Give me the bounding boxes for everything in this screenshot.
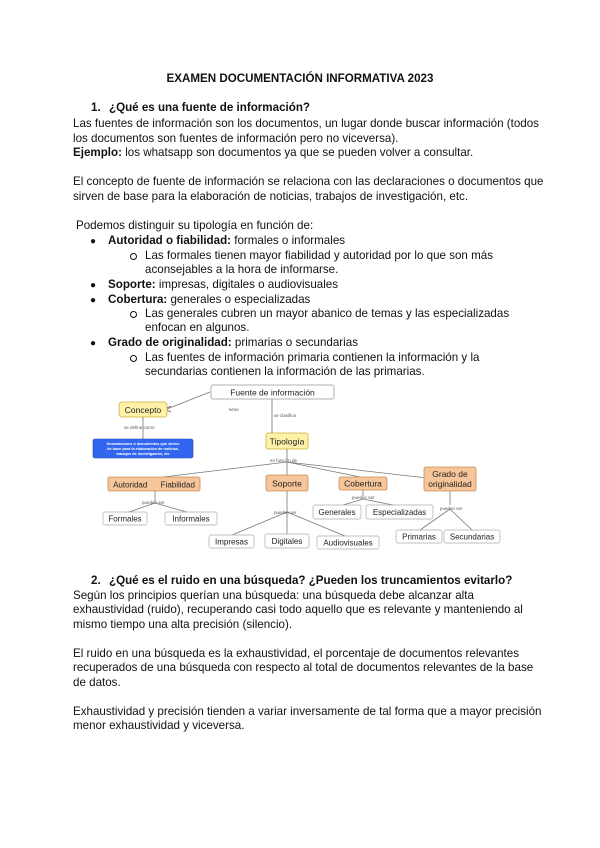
link-label-en-funcion: en función de	[270, 458, 298, 463]
node-autoridad-label: Autoridad Fiabilidad	[113, 480, 195, 490]
sub-bullet-line: aconsejables a la hora de informarse.	[145, 263, 339, 276]
q2-heading: ¿Qué es el ruido en una búsqueda? ¿Pueden los truncamientos evitarlo?	[109, 574, 513, 587]
q2-paragraph-line: Exhaustividad y precisión tienden a variar inversamente de tal forma que a mayor precisión	[73, 705, 542, 718]
node-soporte-label: Soporte	[272, 478, 302, 489]
node-definicion-line: de base para la elaboración de noticias,	[107, 447, 179, 451]
sub-bullet-line: Las generales cubren un mayor abanico de temas y las especializadas	[145, 307, 510, 320]
line-to-impresas	[232, 512, 287, 535]
q2-paragraph-line: exhaustividad (ruido), recuperando casi todo aquello que es relevante y manteniendo al	[73, 603, 523, 616]
sub-bullet-line: Las formales tienen mayor fiabilidad y autoridad por lo que son más	[145, 249, 494, 262]
bullet-dot: ●	[90, 295, 97, 306]
bullet-text: impresas, digitales o audiovisuales	[155, 278, 339, 291]
node-audiovisuales: Audiovisuales	[323, 538, 373, 548]
node-informales: Informales	[172, 514, 210, 524]
bullet-text: generales o especializadas	[167, 293, 311, 306]
bullet-dot: ●	[90, 338, 97, 349]
example-label: Ejemplo:	[73, 146, 122, 159]
q2-paragraph-line: mismo tiempo una alta precisión (silencio).	[73, 618, 293, 631]
node-tipologia-label: Tipología	[269, 436, 305, 447]
node-especializadas: Especializadas	[372, 508, 427, 517]
q1-paragraph-line: Las fuentes de información son los documentos, un lugar donde buscar información (todos	[73, 117, 539, 130]
bullet-dot: ●	[90, 236, 97, 247]
link-label-pueden-ser: pueden ser	[274, 510, 297, 515]
node-concepto-label: Concepto	[124, 405, 162, 415]
typology-intro: Podemos distinguir su tipología en función de:	[76, 219, 314, 232]
q1-paragraph-line: sirven de base para la elaboración de noticias, trabajos de investigación, etc.	[73, 190, 469, 203]
line-to-secundarias	[450, 509, 472, 530]
node-impresas: Impresas	[215, 537, 248, 547]
q2-paragraph-line: de datos.	[73, 676, 121, 689]
node-grado-line: Grado de	[432, 469, 468, 479]
bullet-label: Grado de originalidad:	[108, 336, 232, 349]
node-formales: Formales	[108, 514, 142, 524]
link-label-pueden-ser: pueden ser	[142, 500, 165, 505]
node-definicion-line: trabajos de investigación, etc	[116, 452, 170, 456]
node-primarias: Primarias	[402, 532, 436, 542]
document-title: EXAMEN DOCUMENTACIÓN INFORMATIVA 2023	[166, 72, 434, 85]
bullet-label: Cobertura:	[108, 293, 168, 306]
node-digitales: Digitales	[271, 537, 303, 546]
link-label-se-define: se define como	[124, 425, 155, 430]
bullet-text: formales o informales	[231, 234, 346, 247]
line-root-concepto	[167, 392, 210, 409]
node-root-label: Fuente de información	[230, 387, 315, 398]
example-text: los whatsapp son documentos ya que se pueden volver a consultar.	[121, 146, 474, 159]
q2-paragraph-line: menor exhaustividad y viceversa.	[73, 719, 245, 732]
q2-number: 2.	[91, 574, 101, 587]
sub-bullet-line: secundarias contienen la información de las primarias.	[145, 365, 425, 378]
node-generales: Generales	[318, 508, 356, 517]
sub-bullet-line: enfocan en algunos.	[145, 321, 250, 334]
q1-number: 1.	[91, 101, 101, 114]
bullet-text: primarias o secundarias	[231, 336, 358, 349]
bullet-label: Autoridad o fiabilidad:	[108, 234, 232, 247]
q2-paragraph-line: Según los principios querían una búsqueda: una búsqueda debe alcanzar alta	[73, 589, 474, 602]
q1-paragraph-line: El concepto de fuente de información se relaciona con las declaraciones o documentos que	[73, 175, 544, 188]
q1-heading: ¿Qué es una fuente de información?	[109, 101, 310, 114]
bullet-label: Soporte:	[108, 278, 156, 291]
node-cobertura-label: Cobertura	[344, 478, 382, 489]
node-grado-line: originalidad	[428, 479, 472, 489]
node-secundarias: Secundarias	[449, 532, 495, 542]
bullet-dot: ●	[90, 280, 97, 291]
sub-bullet-line: Las fuentes de información primaria contienen la información y la	[145, 351, 480, 364]
q2-paragraph-line: El ruido en una búsqueda es la exhaustividad, el porcentaje de documentos relevantes	[73, 647, 520, 660]
link-label-pueden-ser: pueden ser	[352, 495, 375, 500]
link-label-se-clasifica: se clasifica	[274, 413, 297, 418]
link-label-pueden-ser: pueden ser	[440, 506, 463, 511]
q2-paragraph-line: recuperados de una búsqueda con respecto al total de documentos relevantes de la base	[73, 661, 534, 674]
node-definicion-line: Declaraciones o documentos que sirven	[106, 442, 180, 446]
link-labels	[124, 407, 463, 515]
q1-paragraph-line: los documentos son fuentes de información pero no viceversa).	[73, 132, 399, 145]
link-label-tiene: tiene	[229, 407, 239, 412]
